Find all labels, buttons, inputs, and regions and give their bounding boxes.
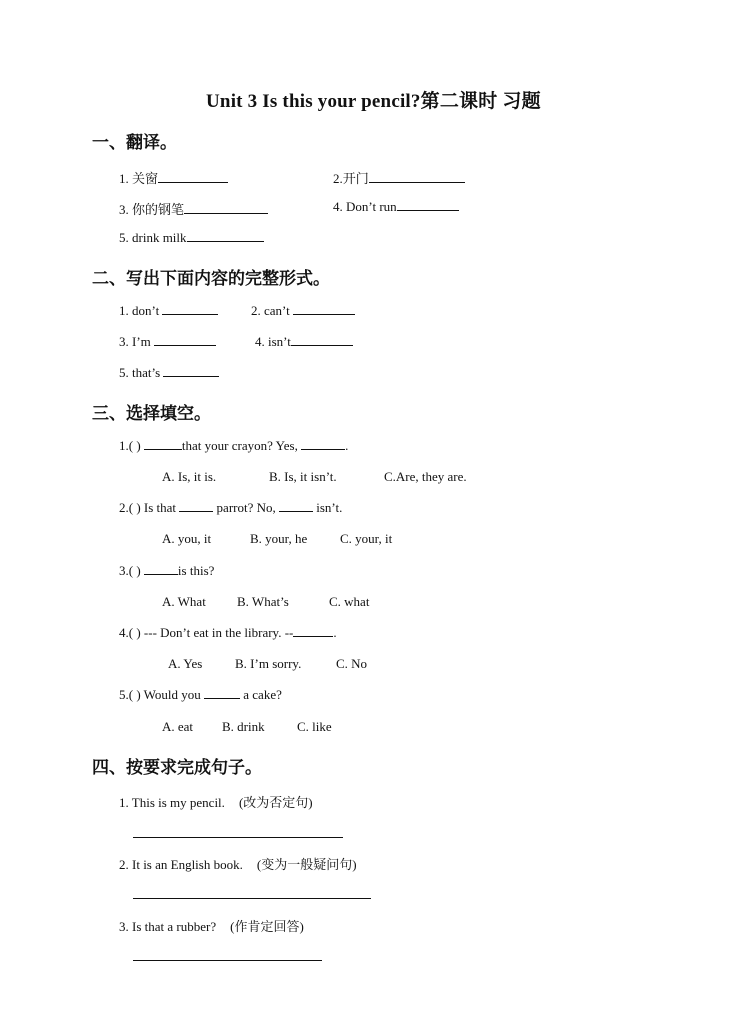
fullform-item-1 bbox=[119, 303, 218, 319]
answer-line-3[interactable] bbox=[133, 960, 322, 961]
answer-line-1[interactable] bbox=[133, 837, 343, 838]
rewrite-item-1-sentence: 1. This is my pencil. bbox=[119, 795, 225, 810]
answer-line-2[interactable] bbox=[133, 898, 371, 899]
answer-blank[interactable] bbox=[279, 500, 313, 512]
answer-blank[interactable] bbox=[184, 202, 268, 214]
rewrite-item-3-instruction: (作肯定回答) bbox=[230, 919, 304, 934]
question-2-stem-end: isn’t. bbox=[313, 500, 343, 515]
answer-blank[interactable] bbox=[204, 687, 240, 699]
question-3-option-c[interactable]: C. what bbox=[329, 594, 370, 609]
answer-blank[interactable] bbox=[369, 171, 465, 183]
question-5-option-a[interactable]: A. eat bbox=[162, 719, 194, 734]
translate-item-3-label: 3. 你的钢笔 bbox=[119, 202, 185, 217]
question-2-stem-mid: parrot? No, bbox=[213, 500, 279, 515]
question-4 bbox=[119, 625, 337, 641]
translate-item-4 bbox=[333, 199, 459, 215]
question-2-stem: 2.( ) Is that bbox=[119, 500, 180, 515]
answer-blank[interactable] bbox=[162, 303, 218, 315]
question-5-option-c[interactable]: C. like bbox=[297, 719, 332, 734]
translate-item-3 bbox=[119, 199, 268, 218]
answer-blank[interactable] bbox=[144, 438, 182, 450]
question-5-option-b[interactable]: B. drink bbox=[222, 719, 265, 734]
fullform-item-5-label: 5. that’s bbox=[119, 365, 164, 380]
question-1-option-a[interactable]: A. Is, it is. bbox=[162, 469, 217, 484]
translate-item-2 bbox=[333, 168, 465, 187]
rewrite-item-1-instruction: (改为否定句) bbox=[238, 795, 313, 810]
fullform-item-2-label: 2. can’t bbox=[251, 303, 293, 318]
question-1 bbox=[119, 438, 348, 454]
question-4-option-a[interactable]: A. Yes bbox=[168, 656, 203, 671]
answer-blank[interactable] bbox=[154, 334, 216, 346]
translate-item-1-label: 1. 关窗 bbox=[119, 171, 159, 186]
question-1-stem-mid: that your crayon? Yes, bbox=[181, 438, 302, 453]
question-3-option-b[interactable]: B. What’s bbox=[237, 594, 289, 609]
question-2-option-b[interactable]: B. your, he bbox=[250, 531, 308, 546]
fullform-item-1-label: 1. don’t bbox=[119, 303, 163, 318]
question-1-stem-end: . bbox=[345, 438, 349, 453]
answer-blank[interactable] bbox=[187, 230, 264, 242]
rewrite-item-2-instruction: (变为一般疑问句) bbox=[256, 857, 357, 872]
question-2-option-c[interactable]: C. your, it bbox=[340, 531, 393, 546]
answer-blank[interactable] bbox=[293, 625, 333, 637]
answer-blank[interactable] bbox=[301, 438, 345, 450]
answer-blank[interactable] bbox=[158, 171, 228, 183]
question-3-stem: 3.( ) bbox=[119, 563, 144, 578]
section-1-heading: 一、翻译。 bbox=[92, 133, 177, 153]
answer-blank[interactable] bbox=[397, 199, 459, 211]
fullform-item-4 bbox=[255, 334, 353, 350]
question-5-stem-mid: a cake? bbox=[240, 687, 282, 702]
question-1-option-b[interactable]: B. Is, it isn’t. bbox=[269, 469, 337, 484]
fullform-item-4-label: 4. isn’t bbox=[255, 334, 291, 349]
question-5-stem: 5.( ) Would you bbox=[119, 687, 205, 702]
rewrite-item-3-sentence: 3. Is that a rubber? bbox=[119, 919, 217, 934]
translate-item-2-label: 2.开门 bbox=[333, 171, 369, 186]
answer-blank[interactable] bbox=[179, 500, 213, 512]
page-title: Unit 3 Is this your pencil?第二课时 习题 bbox=[206, 91, 541, 112]
rewrite-item-3 bbox=[119, 916, 304, 935]
question-2-option-a[interactable]: A. you, it bbox=[162, 531, 212, 546]
translate-item-4-label: 4. Don’t run bbox=[333, 199, 397, 214]
section-2-heading: 二、写出下面内容的完整形式。 bbox=[92, 269, 330, 289]
fullform-item-3-label: 3. I’m bbox=[119, 334, 155, 349]
question-3 bbox=[119, 563, 214, 579]
section-4-heading: 四、按要求完成句子。 bbox=[92, 758, 262, 778]
fullform-item-3 bbox=[119, 334, 216, 350]
answer-blank[interactable] bbox=[293, 303, 355, 315]
question-3-stem-mid: is this? bbox=[177, 563, 215, 578]
fullform-item-2 bbox=[251, 303, 355, 319]
translate-item-1 bbox=[119, 168, 228, 187]
translate-item-5 bbox=[119, 230, 264, 246]
answer-blank[interactable] bbox=[163, 365, 219, 377]
translate-item-5-label: 5. drink milk bbox=[119, 230, 187, 245]
answer-blank[interactable] bbox=[291, 334, 353, 346]
question-5 bbox=[119, 687, 282, 703]
question-2 bbox=[119, 500, 342, 516]
rewrite-item-2 bbox=[119, 854, 357, 873]
section-3-heading: 三、选择填空。 bbox=[92, 404, 211, 424]
question-4-stem-mid: . bbox=[333, 625, 337, 640]
question-4-option-c[interactable]: C. No bbox=[336, 656, 368, 671]
question-1-option-c[interactable]: C.Are, they are. bbox=[384, 469, 467, 484]
question-4-option-b[interactable]: B. I’m sorry. bbox=[235, 656, 302, 671]
question-3-option-a[interactable]: A. What bbox=[162, 594, 206, 609]
rewrite-item-1 bbox=[119, 792, 313, 811]
rewrite-item-2-sentence: 2. It is an English book. bbox=[119, 857, 243, 872]
fullform-item-5 bbox=[119, 365, 219, 381]
question-1-stem: 1.( ) bbox=[119, 438, 144, 453]
question-4-stem: 4.( ) --- Don’t eat in the library. -- bbox=[119, 625, 294, 640]
answer-blank[interactable] bbox=[144, 563, 178, 575]
